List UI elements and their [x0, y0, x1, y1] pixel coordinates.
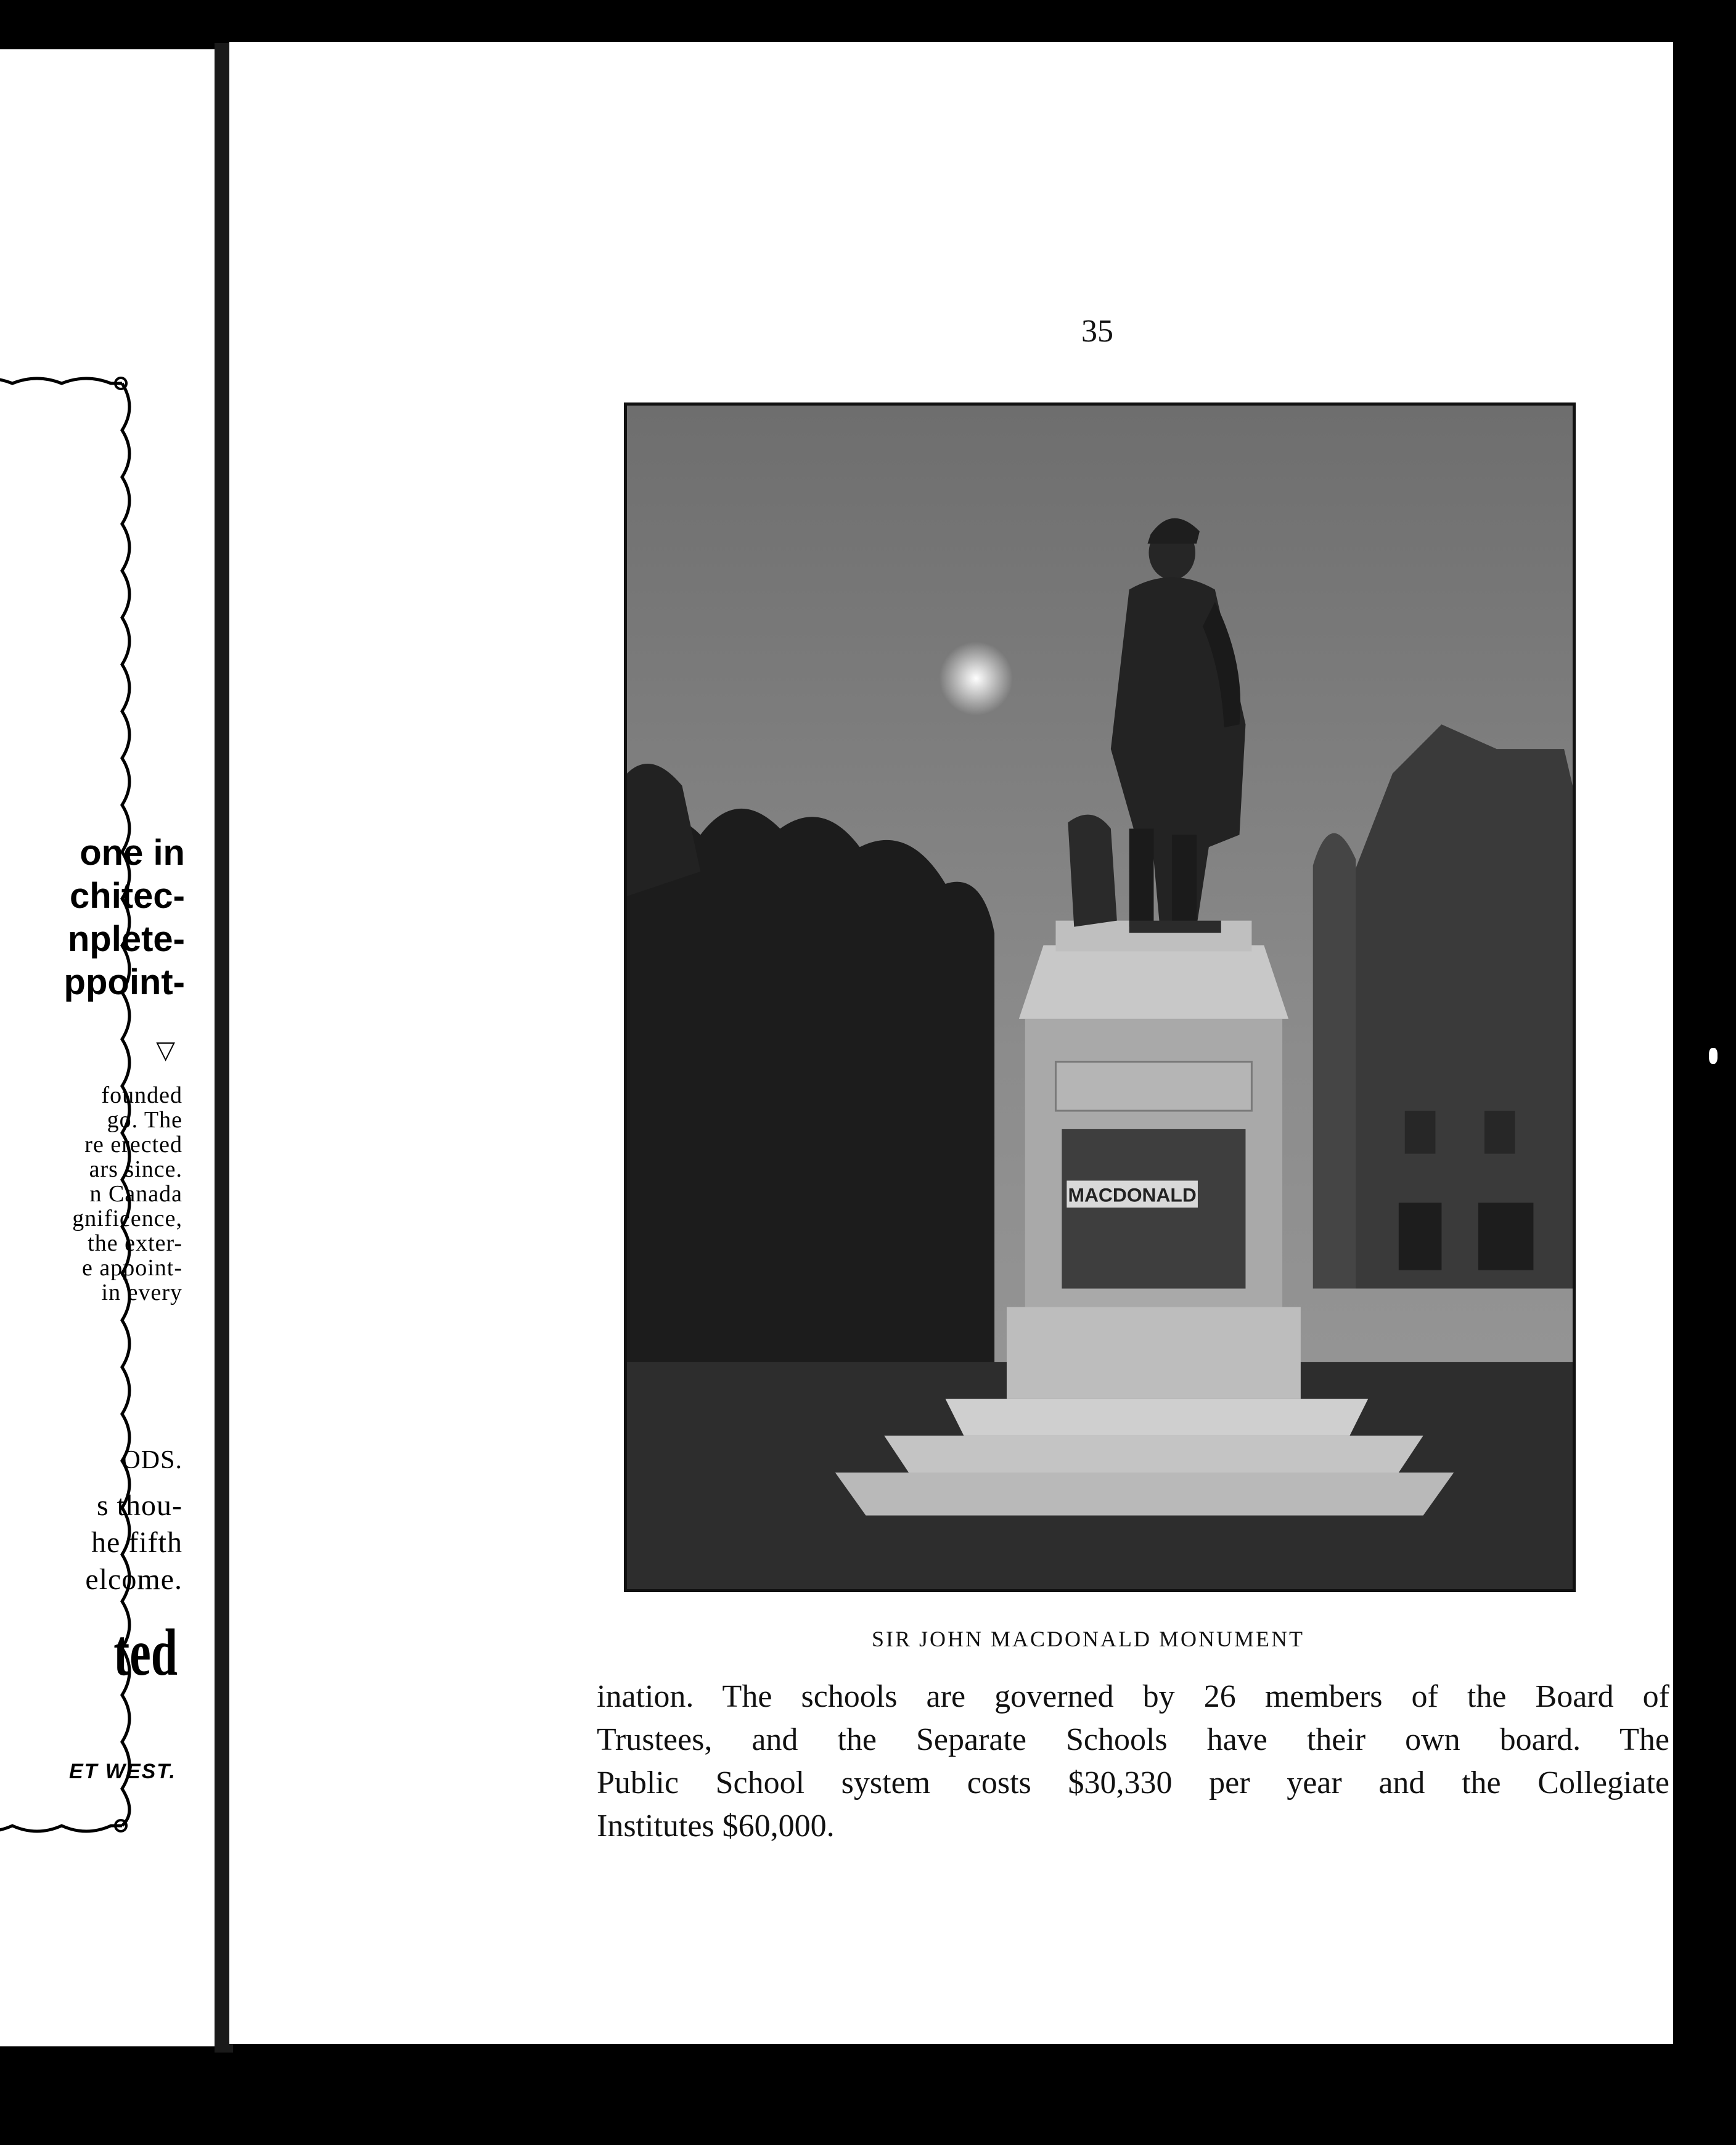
ad-street-address: ET WEST. [68, 1760, 176, 1783]
ad-text-line: e appoint- [81, 1255, 182, 1281]
ad-text-line: re erected [84, 1132, 182, 1158]
body-line: Trustees, and the Separate Schools have their own board. The [597, 1722, 1669, 1757]
photo-caption: SIR JOHN MACDONALD MONUMENT [872, 1627, 1305, 1651]
ad-text-line: go. The [107, 1107, 182, 1133]
ad-goods-line: ODS. [121, 1446, 182, 1474]
body-line: Public School system costs $30,330 per year and the Collegiate [597, 1765, 1669, 1800]
body-line: Institutes $60,000. [597, 1808, 835, 1844]
scan-speck [1709, 1048, 1718, 1064]
ad-text-line: elcome. [85, 1563, 182, 1596]
ad-text-line: the exter- [88, 1230, 182, 1256]
plinth-inscription: MACDONALD [1068, 1183, 1197, 1206]
ad-text-line: n Canada [89, 1181, 182, 1207]
facing-page-advertisement [0, 49, 215, 2046]
body-paragraph [597, 1675, 1669, 1848]
ornament-icon: ▽ [156, 1036, 175, 1064]
ad-text-line: in every [101, 1280, 182, 1305]
body-line: ination. The schools are governed by 26 members of the Board of [597, 1679, 1669, 1714]
ad-text-line: ars since. [89, 1156, 182, 1182]
ad-text-line: he fifth [91, 1526, 182, 1559]
statue-photo-illustration [627, 406, 1573, 1589]
ad-text-line: s thou- [97, 1489, 182, 1522]
page-number: 35 [1081, 314, 1113, 349]
ad-headline-line-1: one in [80, 833, 185, 873]
ad-headline-line-4: ppoint- [63, 962, 185, 1002]
ad-text-line: founded [101, 1082, 182, 1108]
ad-headline-line-2: chitec- [70, 876, 185, 916]
ad-company-name: ted [113, 1616, 178, 1689]
book-page [229, 42, 1673, 2044]
ad-text-line: gnificence, [72, 1206, 182, 1232]
monument-photograph [624, 402, 1576, 1592]
ad-headline-line-3: nplete- [67, 919, 185, 959]
